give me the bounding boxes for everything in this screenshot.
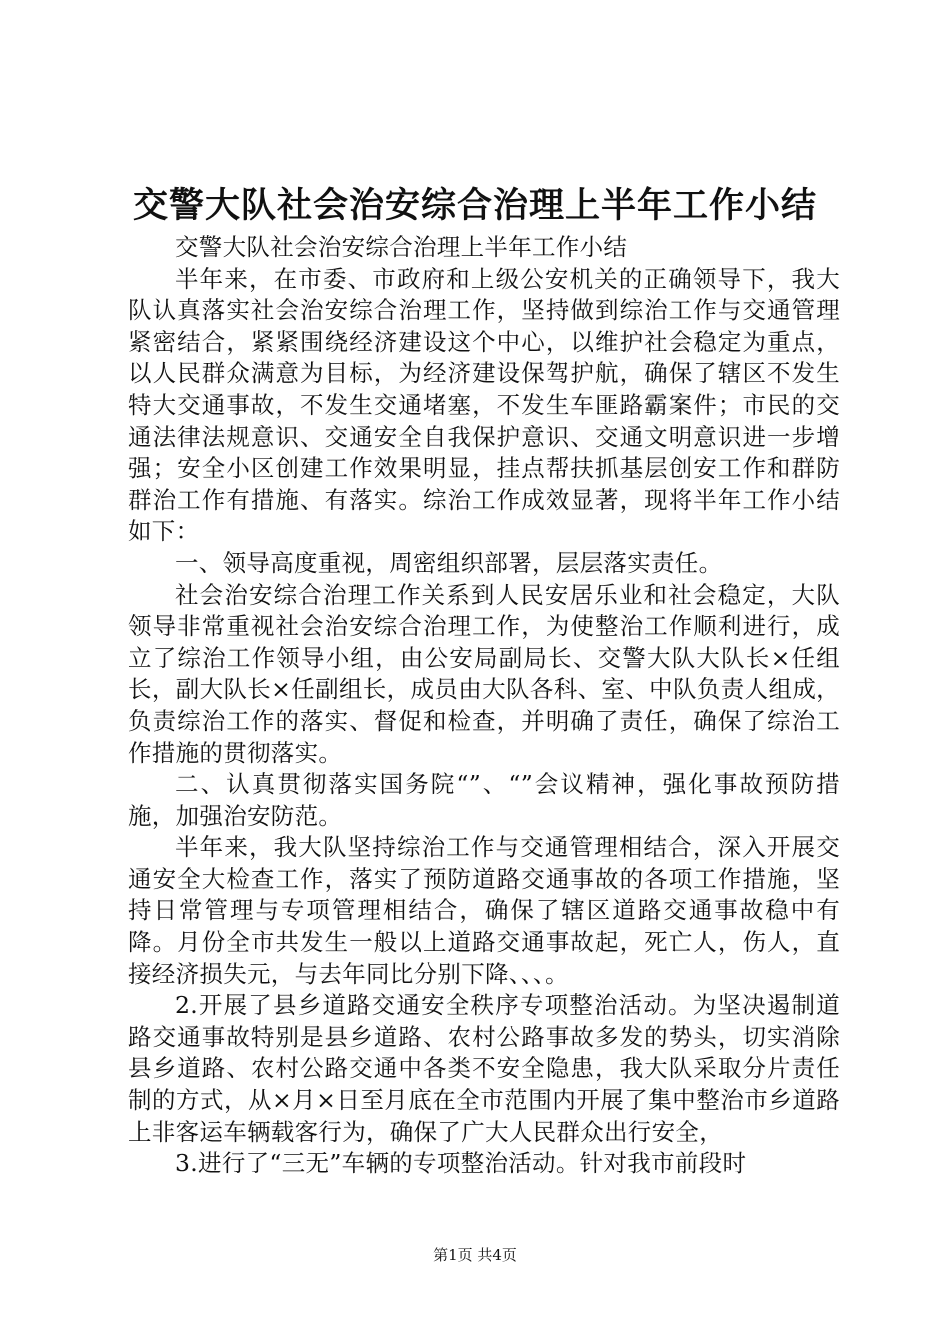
body-paragraph-section-2: 半年来，我大队坚持综治工作与交通管理相结合，深入开展交通安全大检查工作，落实了预防道路交通事故的各项工作措施，坚持日常管理与专项管理相结合，确保了辖区道路交通事故稳中有降。月份全市共发生一般以上道路交通事故起，死亡人，伤人，直接经济损失元，与去年同比分别下降、、、。: [128, 833, 840, 988]
document-body: [128, 232, 840, 1180]
body-paragraph-item-3: 3.进行了“三无”车辆的专项整治活动。针对我市前段时: [175, 1149, 747, 1178]
body-paragraph-item-2: 2.开展了县乡道路交通安全秩序专项整治活动。为坚决遏制道路交通事故特别是县乡道路、农村公路事故多发的势头，切实消除县乡道路、农村公路交通中各类不安全隐患，我大队采取分片责任制的方式，从×月×日至月底在全市范围内开展了集中整治市乡道路上非客运车辆载客行为，确保了广大人民群众出行安全，: [128, 991, 840, 1146]
section-heading-2: 二、认真贯彻落实国务院“”、“”会议精神，强化事故预防措施，加强治安防范。: [128, 770, 840, 830]
section-heading-1: 一、领导高度重视，周密组织部署，层层落实责任。: [175, 548, 723, 577]
body-paragraph-subtitle: 交警大队社会治安综合治理上半年工作小结: [175, 233, 628, 261]
body-paragraph-intro: 半年来，在市委、市政府和上级公安机关的正确领导下，我大队认真落实社会治安综合治理工作，坚持做到综治工作与交通管理紧密结合，紧紧围绕经济建设这个中心，以维护社会稳定为重点，以人民群众满意为目标，为经济建设保驾护航，确保了辖区不发生特大交通事故，不发生交通堵塞，不发生车匪路霸案件；市民的交通法律法规意识、交通安全自我保护意识、交通文明意识进一步增强；安全小区创建工作效果明显，挂点帮扶抓基层创安工作和群防群治工作有措施、有落实。综治工作成效显著，现将半年工作小结如下：: [128, 264, 840, 546]
document-title: 交警大队社会治安综合治理上半年工作小结: [132, 185, 817, 226]
page-footer: 第1页 共4页: [433, 1246, 517, 1264]
body-paragraph-section-1: 社会治安综合治理工作关系到人民安居乐业和社会稳定，大队领导非常重视社会治安综合治理工作，为使整治工作顺利进行，成立了综治工作领导小组，由公安局副局长、交警大队大队长×任组长，副大队长×任副组长，成员由大队各科、室、中队负责人组成，负责综治工作的落实、督促和检查，并明确了责任，确保了综治工作措施的贯彻落实。: [128, 580, 840, 767]
